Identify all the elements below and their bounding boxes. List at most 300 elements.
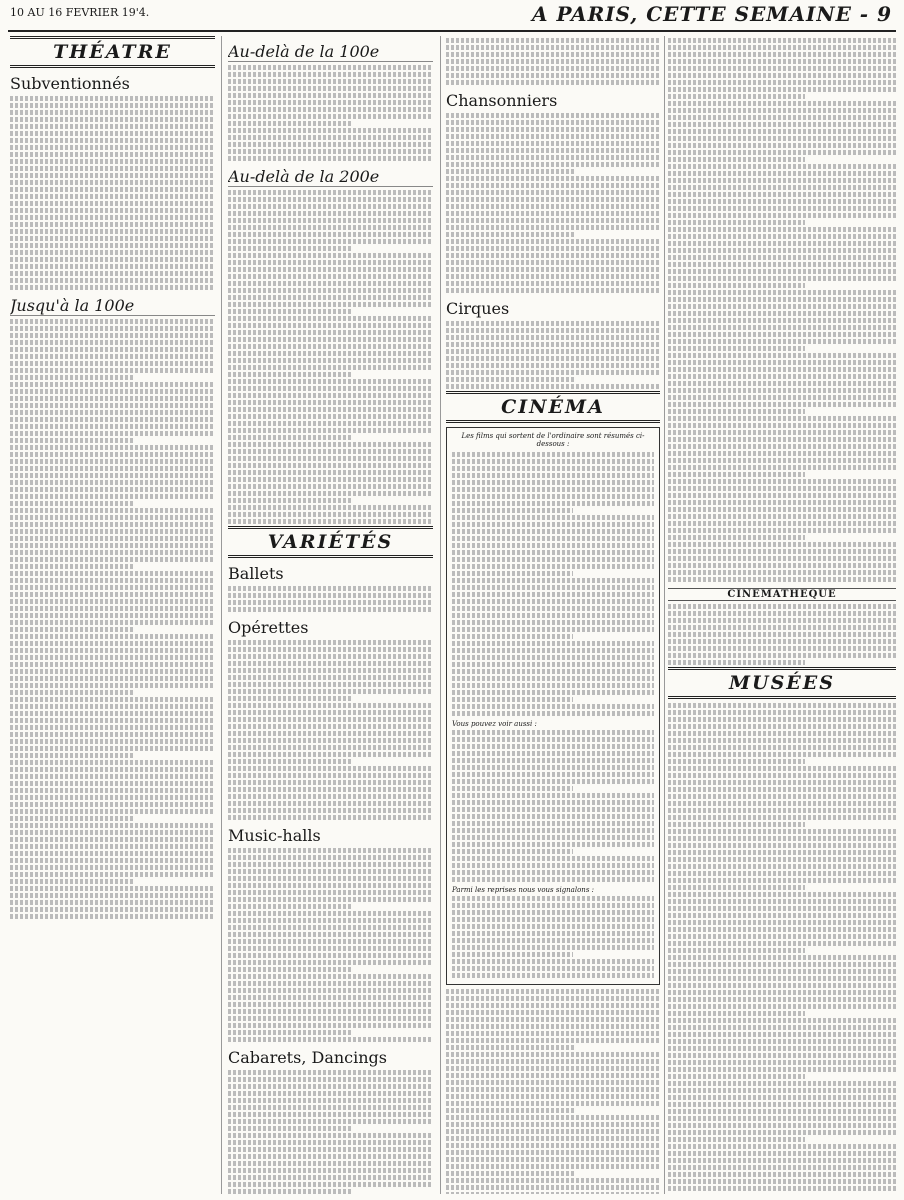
illegible-text-line xyxy=(452,938,654,943)
illegible-text-line xyxy=(452,896,654,901)
illegible-text-line xyxy=(446,1031,660,1036)
illegible-text-line xyxy=(452,821,654,826)
illegible-text-line xyxy=(228,773,433,778)
music-halls-listings xyxy=(228,848,433,1042)
illegible-text-line xyxy=(228,883,433,888)
illegible-text-line xyxy=(228,1126,351,1131)
illegible-text-line xyxy=(446,38,660,43)
illegible-text-line xyxy=(228,675,433,680)
illegible-text-line xyxy=(668,717,896,722)
illegible-text-line xyxy=(668,353,896,358)
illegible-text-line xyxy=(452,662,654,667)
illegible-text-line xyxy=(668,1046,896,1051)
illegible-text-line xyxy=(452,924,654,929)
illegible-text-line xyxy=(668,857,896,862)
illegible-text-line xyxy=(10,690,133,695)
illegible-text-line xyxy=(228,766,433,771)
illegible-text-line xyxy=(10,585,215,590)
illegible-text-line xyxy=(10,522,215,527)
illegible-text-line xyxy=(668,808,896,813)
illegible-text-line xyxy=(10,410,215,415)
illegible-text-line xyxy=(668,899,896,904)
illegible-text-line xyxy=(446,1143,660,1148)
vous-pouvez-voir-heading: Vous pouvez voir aussi : xyxy=(452,720,537,728)
illegible-text-line xyxy=(228,654,433,659)
illegible-text-line xyxy=(228,1037,433,1042)
illegible-text-line xyxy=(452,606,654,611)
illegible-text-line xyxy=(228,302,433,307)
illegible-text-line xyxy=(228,456,433,461)
illegible-text-line xyxy=(668,381,896,386)
illegible-text-line xyxy=(10,844,215,849)
illegible-text-line xyxy=(668,157,805,162)
operettes-heading: Opérettes xyxy=(228,618,309,637)
illegible-text-line xyxy=(228,939,433,944)
illegible-text-line xyxy=(668,129,896,134)
illegible-text-line xyxy=(446,66,660,71)
illegible-text-line xyxy=(452,973,654,978)
illegible-text-line xyxy=(452,793,654,798)
illegible-text-line xyxy=(668,360,896,365)
illegible-text-line xyxy=(228,93,433,98)
illegible-text-line xyxy=(228,128,433,133)
illegible-text-line xyxy=(10,767,215,772)
illegible-text-line xyxy=(10,753,133,758)
illegible-text-line xyxy=(668,618,896,623)
illegible-text-line xyxy=(668,1109,896,1114)
illegible-text-line xyxy=(10,697,215,702)
illegible-text-line xyxy=(228,647,433,652)
subventionnes-listings xyxy=(10,96,215,290)
illegible-text-line xyxy=(446,1115,660,1120)
illegible-text-line xyxy=(668,878,896,883)
illegible-text-line xyxy=(668,150,896,155)
illegible-text-line xyxy=(452,592,654,597)
cinematheque-listings xyxy=(668,604,896,665)
illegible-text-line xyxy=(228,682,433,687)
illegible-text-line xyxy=(452,550,654,555)
illegible-text-line xyxy=(452,835,654,840)
illegible-text-line xyxy=(228,491,433,496)
illegible-text-line xyxy=(668,1053,896,1058)
illegible-text-line xyxy=(228,156,433,161)
illegible-text-line xyxy=(446,190,660,195)
illegible-text-line xyxy=(452,522,654,527)
illegible-text-line xyxy=(10,445,215,450)
illegible-text-line xyxy=(228,696,351,701)
illegible-text-line xyxy=(446,321,660,326)
illegible-text-line xyxy=(668,304,896,309)
illegible-text-line xyxy=(668,1123,896,1128)
illegible-text-line xyxy=(452,613,654,618)
illegible-text-line xyxy=(446,1129,660,1134)
illegible-text-line xyxy=(668,227,896,232)
illegible-text-line xyxy=(228,253,433,258)
illegible-text-line xyxy=(228,1009,433,1014)
illegible-text-line xyxy=(452,765,654,770)
musees-listings xyxy=(668,703,896,1191)
illegible-text-line xyxy=(228,428,433,433)
illegible-text-line xyxy=(452,737,654,742)
illegible-text-line xyxy=(228,1077,433,1082)
illegible-text-line xyxy=(10,774,215,779)
illegible-text-line xyxy=(452,800,654,805)
illegible-text-line xyxy=(668,1025,896,1030)
illegible-text-line xyxy=(668,346,805,351)
illegible-text-line xyxy=(228,710,433,715)
illegible-text-line xyxy=(668,94,805,99)
illegible-text-line xyxy=(446,260,660,265)
illegible-text-line xyxy=(452,877,654,882)
illegible-text-line xyxy=(668,248,896,253)
illegible-text-line xyxy=(228,435,351,440)
illegible-text-line xyxy=(446,169,574,174)
illegible-text-line xyxy=(452,807,654,812)
illegible-text-line xyxy=(228,288,433,293)
cinema-selection-box xyxy=(446,427,660,985)
illegible-text-line xyxy=(446,148,660,153)
illegible-text-line xyxy=(452,501,654,506)
illegible-text-line xyxy=(668,255,896,260)
illegible-text-line xyxy=(10,466,215,471)
illegible-text-line xyxy=(10,606,215,611)
illegible-text-line xyxy=(10,452,215,457)
illegible-text-line xyxy=(228,414,433,419)
illegible-text-line xyxy=(228,344,433,349)
illegible-text-line xyxy=(668,416,896,421)
illegible-text-line xyxy=(228,386,433,391)
illegible-text-line xyxy=(668,1130,896,1135)
illegible-text-line xyxy=(228,703,433,708)
illegible-text-line xyxy=(228,724,433,729)
illegible-text-line xyxy=(228,731,433,736)
illegible-text-line xyxy=(452,711,654,716)
illegible-text-line xyxy=(668,892,896,897)
illegible-text-line xyxy=(668,1032,896,1037)
illegible-text-line xyxy=(668,395,896,400)
illegible-text-line xyxy=(10,718,215,723)
illegible-text-line xyxy=(10,340,215,345)
illegible-text-line xyxy=(446,1045,574,1050)
illegible-text-line xyxy=(10,676,215,681)
illegible-text-line xyxy=(228,365,433,370)
illegible-text-line xyxy=(668,794,896,799)
illegible-text-line xyxy=(10,473,215,478)
illegible-text-line xyxy=(10,781,215,786)
illegible-text-line xyxy=(446,1108,574,1113)
issue-date: 10 AU 16 FEVRIER 19'4. xyxy=(10,6,150,19)
illegible-text-line xyxy=(228,372,351,377)
illegible-text-line xyxy=(668,458,896,463)
illegible-text-line xyxy=(668,850,896,855)
illegible-text-line xyxy=(446,1038,660,1043)
illegible-text-line xyxy=(452,480,654,485)
illegible-text-line xyxy=(228,1168,433,1173)
column-theatre xyxy=(10,36,215,1194)
illegible-text-line xyxy=(452,634,573,639)
illegible-text-line xyxy=(668,451,896,456)
illegible-text-line xyxy=(452,508,573,513)
top-listings xyxy=(446,38,660,85)
illegible-text-line xyxy=(668,388,896,393)
illegible-text-line xyxy=(228,995,433,1000)
audela-100-listings xyxy=(228,65,433,161)
illegible-text-line xyxy=(446,1094,660,1099)
illegible-text-line xyxy=(228,505,433,510)
illegible-text-line xyxy=(446,225,660,230)
illegible-text-line xyxy=(228,351,433,356)
illegible-text-line xyxy=(10,550,215,555)
cinema-intro: Les films qui sortent de l'ordinaire sont résumés ci-dessous : xyxy=(461,432,645,448)
illegible-text-line xyxy=(10,732,215,737)
illegible-text-line xyxy=(10,746,215,751)
illegible-text-line xyxy=(446,211,660,216)
illegible-text-line xyxy=(452,473,654,478)
illegible-text-line xyxy=(452,910,654,915)
illegible-text-line xyxy=(228,421,433,426)
illegible-text-line xyxy=(10,578,215,583)
illegible-text-line xyxy=(228,400,433,405)
illegible-text-line xyxy=(668,486,896,491)
illegible-text-line xyxy=(452,730,654,735)
illegible-text-line xyxy=(10,655,215,660)
illegible-text-line xyxy=(668,829,896,834)
illegible-text-line xyxy=(228,135,433,140)
illegible-text-line xyxy=(446,1136,660,1141)
illegible-text-line xyxy=(228,190,433,195)
illegible-text-line xyxy=(452,648,654,653)
illegible-text-line xyxy=(10,662,215,667)
illegible-text-line xyxy=(668,311,896,316)
illegible-text-line xyxy=(668,1074,805,1079)
illegible-text-line xyxy=(228,848,433,853)
audela-200-heading: Au-delà de la 200e xyxy=(228,167,433,187)
illegible-text-line xyxy=(452,487,654,492)
illegible-text-line xyxy=(228,330,433,335)
illegible-text-line xyxy=(228,890,433,895)
illegible-text-line xyxy=(446,204,660,209)
illegible-text-line xyxy=(668,948,805,953)
illegible-text-line xyxy=(228,897,433,902)
illegible-text-line xyxy=(668,213,896,218)
illegible-text-line xyxy=(446,1080,660,1085)
illegible-text-line xyxy=(10,823,215,828)
illegible-text-line xyxy=(446,162,660,167)
illegible-text-line xyxy=(228,114,433,119)
illegible-text-line xyxy=(452,931,654,936)
illegible-text-line xyxy=(668,632,896,637)
illegible-text-line xyxy=(452,849,573,854)
illegible-text-line xyxy=(668,115,896,120)
jusqua-100-heading: Jusqu'à la 100e xyxy=(10,296,215,316)
illegible-text-line xyxy=(228,1098,433,1103)
illegible-text-line xyxy=(228,498,351,503)
subventionnes-heading: Subventionnés xyxy=(10,74,130,93)
illegible-text-line xyxy=(10,375,133,380)
illegible-text-line xyxy=(10,361,215,366)
vous-pouvez-voir-listings xyxy=(452,730,654,882)
illegible-text-line xyxy=(228,855,433,860)
illegible-text-line xyxy=(228,477,433,482)
column-divider xyxy=(440,36,441,1194)
illegible-text-line xyxy=(446,1101,660,1106)
illegible-text-line xyxy=(228,607,433,612)
illegible-text-line xyxy=(228,323,433,328)
illegible-text-line xyxy=(10,634,215,639)
illegible-text-line xyxy=(228,918,433,923)
illegible-text-line xyxy=(452,641,654,646)
illegible-text-line xyxy=(446,218,660,223)
illegible-text-line xyxy=(228,1084,433,1089)
illegible-text-line xyxy=(228,86,433,91)
illegible-text-line xyxy=(452,758,654,763)
illegible-text-line xyxy=(10,893,215,898)
illegible-text-line xyxy=(452,903,654,908)
illegible-text-line xyxy=(10,536,215,541)
illegible-text-line xyxy=(10,347,215,352)
illegible-text-line xyxy=(446,127,660,132)
illegible-text-line xyxy=(228,752,433,757)
illegible-text-line xyxy=(668,66,896,71)
illegible-text-line xyxy=(446,996,660,1001)
illegible-text-line xyxy=(228,281,433,286)
illegible-text-line xyxy=(10,529,215,534)
illegible-text-line xyxy=(228,225,433,230)
illegible-text-line xyxy=(668,507,896,512)
illegible-text-line xyxy=(10,760,215,765)
illegible-text-line xyxy=(668,1011,805,1016)
illegible-text-line xyxy=(668,653,896,658)
illegible-text-line xyxy=(668,604,896,609)
illegible-text-line xyxy=(452,529,654,534)
illegible-text-line xyxy=(668,1165,896,1170)
illegible-text-line xyxy=(668,766,896,771)
illegible-text-line xyxy=(446,1185,660,1190)
illegible-text-line xyxy=(10,704,215,709)
illegible-text-line xyxy=(228,72,433,77)
illegible-text-line xyxy=(446,1024,660,1029)
illegible-text-line xyxy=(452,704,654,709)
illegible-text-line xyxy=(668,1172,896,1177)
illegible-text-line xyxy=(228,801,433,806)
illegible-text-line xyxy=(10,438,133,443)
illegible-text-line xyxy=(228,442,433,447)
illegible-text-line xyxy=(228,745,433,750)
illegible-text-line xyxy=(228,911,433,916)
illegible-text-line xyxy=(446,370,660,375)
illegible-text-line xyxy=(668,1179,896,1184)
illegible-text-line xyxy=(668,646,896,651)
cinema-reviews xyxy=(452,452,654,716)
illegible-text-line xyxy=(452,571,573,576)
illegible-text-line xyxy=(668,465,896,470)
illegible-text-line xyxy=(10,851,215,856)
illegible-text-line xyxy=(452,655,654,660)
illegible-text-line xyxy=(228,759,351,764)
illegible-text-line xyxy=(10,396,215,401)
illegible-text-line xyxy=(10,494,215,499)
illegible-text-line xyxy=(668,871,896,876)
illegible-text-line xyxy=(668,941,896,946)
column-cinemas-musees xyxy=(668,36,896,1194)
illegible-text-line xyxy=(668,339,896,344)
illegible-text-line xyxy=(228,204,433,209)
illegible-text-line xyxy=(668,409,805,414)
illegible-text-line xyxy=(668,220,805,225)
illegible-text-line xyxy=(228,960,433,965)
illegible-text-line xyxy=(452,620,654,625)
illegible-text-line xyxy=(446,134,660,139)
illegible-text-line xyxy=(668,703,896,708)
illegible-text-line xyxy=(668,430,896,435)
illegible-text-line xyxy=(668,241,896,246)
illegible-text-line xyxy=(228,512,433,517)
section-varietes-heading: VARIÉTÉS xyxy=(228,526,433,558)
illegible-text-line xyxy=(668,983,896,988)
illegible-text-line xyxy=(228,668,433,673)
illegible-text-line xyxy=(668,535,805,540)
illegible-text-line xyxy=(10,795,215,800)
illegible-text-line xyxy=(452,744,654,749)
illegible-text-line xyxy=(452,870,654,875)
cirques-listings xyxy=(446,321,660,389)
illegible-text-line xyxy=(228,358,433,363)
reprises-heading: Parmi les reprises nous vous signalons : xyxy=(452,886,594,894)
illegible-text-line xyxy=(446,989,660,994)
illegible-text-line xyxy=(668,444,896,449)
illegible-text-line xyxy=(446,288,660,293)
illegible-text-line xyxy=(10,459,215,464)
illegible-text-line xyxy=(446,349,660,354)
illegible-text-line xyxy=(452,751,654,756)
illegible-text-line xyxy=(446,335,660,340)
illegible-text-line xyxy=(668,773,896,778)
illegible-text-line xyxy=(668,178,896,183)
illegible-text-line xyxy=(668,52,896,57)
illegible-text-line xyxy=(446,328,660,333)
illegible-text-line xyxy=(228,1133,433,1138)
illegible-text-line xyxy=(10,858,215,863)
illegible-text-line xyxy=(668,542,896,547)
illegible-text-line xyxy=(446,267,660,272)
illegible-text-line xyxy=(10,382,215,387)
illegible-text-line xyxy=(10,865,215,870)
illegible-text-line xyxy=(668,801,896,806)
illegible-text-line xyxy=(10,543,215,548)
illegible-text-line xyxy=(446,239,660,244)
illegible-text-line xyxy=(668,1137,805,1142)
illegible-text-line xyxy=(446,45,660,50)
illegible-text-line xyxy=(668,276,896,281)
illegible-text-line xyxy=(228,1175,433,1180)
illegible-text-line xyxy=(228,463,433,468)
illegible-text-line xyxy=(452,466,654,471)
illegible-text-line xyxy=(228,600,433,605)
illegible-text-line xyxy=(228,946,433,951)
illegible-text-line xyxy=(668,101,896,106)
illegible-text-line xyxy=(228,586,433,591)
illegible-text-line xyxy=(668,185,896,190)
illegible-text-line xyxy=(668,318,896,323)
illegible-text-line xyxy=(228,1140,433,1145)
illegible-text-line xyxy=(668,625,896,630)
illegible-text-line xyxy=(228,379,433,384)
illegible-text-line xyxy=(228,808,433,813)
illegible-text-line xyxy=(668,479,896,484)
illegible-text-line xyxy=(668,283,805,288)
illegible-text-line xyxy=(446,197,660,202)
illegible-text-line xyxy=(446,155,660,160)
